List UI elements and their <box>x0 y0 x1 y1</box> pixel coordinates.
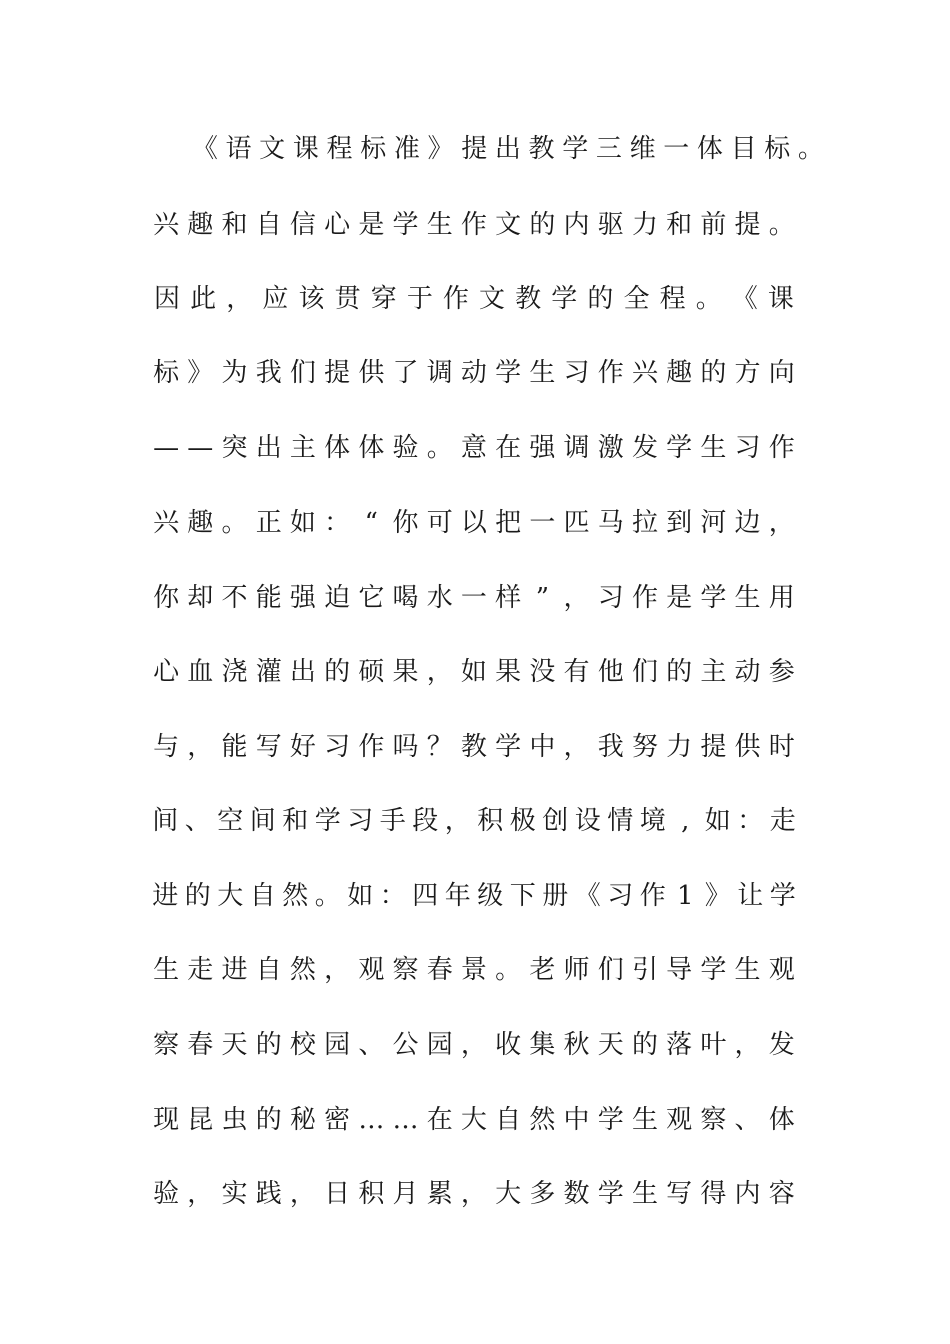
text-line-5: — — 突 出 主 体 体 验 。 意 在 强 调 激 发 学 生 习 作 <box>153 433 795 463</box>
text-line-13: 察 春 天 的 校 园 、 公 园 ， 收 集 秋 天 的 落 叶 ， 发 <box>153 1030 795 1060</box>
text-line-9: 与 ， 能 写 好 习 作 吗 ？ 教 学 中 ， 我 努 力 提 供 时 <box>153 732 795 762</box>
text-line-4: 标 》 为 我 们 提 供 了 调 动 学 生 习 作 兴 趣 的 方 向 <box>153 358 795 388</box>
text-line-11: 进 的 大 自 然 。 如 ： 四 年 级 下 册 《 习 作 1 》 让 学 <box>152 881 796 911</box>
text-line-15: 验 ， 实 践 ， 日 积 月 累 ， 大 多 数 学 生 写 得 内 容 <box>153 1179 795 1209</box>
text-line-10: 间 、 空 间 和 学 习 手 段 ， 积 极 创 设 情 境 , 如 ： 走 <box>152 806 796 836</box>
text-line-12: 生 走 进 自 然 ， 观 察 春 景 。 老 师 们 引 导 学 生 观 <box>153 955 795 985</box>
text-line-2: 兴 趣 和 自 信 心 是 学 生 作 文 的 内 驱 力 和 前 提 。 <box>153 210 795 240</box>
text-line-14: 现 昆 虫 的 秘 密 … … 在 大 自 然 中 学 生 观 察 、 体 <box>153 1105 795 1135</box>
text-line-8: 心 血 浇 灌 出 的 硕 果 ， 如 果 没 有 他 们 的 主 动 参 <box>153 657 795 687</box>
text-line-1: 《 语 文 课 程 标 准 》 提 出 教 学 三 维 一 体 目 标 。 <box>191 134 824 164</box>
text-line-7: 你 却 不 能 强 迫 它 喝 水 一 样 ” ， 习 作 是 学 生 用 <box>153 583 795 613</box>
text-line-3: 因 此 ， 应 该 贯 穿 于 作 文 教 学 的 全 程 。 《 课 <box>154 284 794 314</box>
text-line-6: 兴 趣 。 正 如 ： “ 你 可 以 把 一 匹 马 拉 到 河 边 ， <box>153 508 795 538</box>
